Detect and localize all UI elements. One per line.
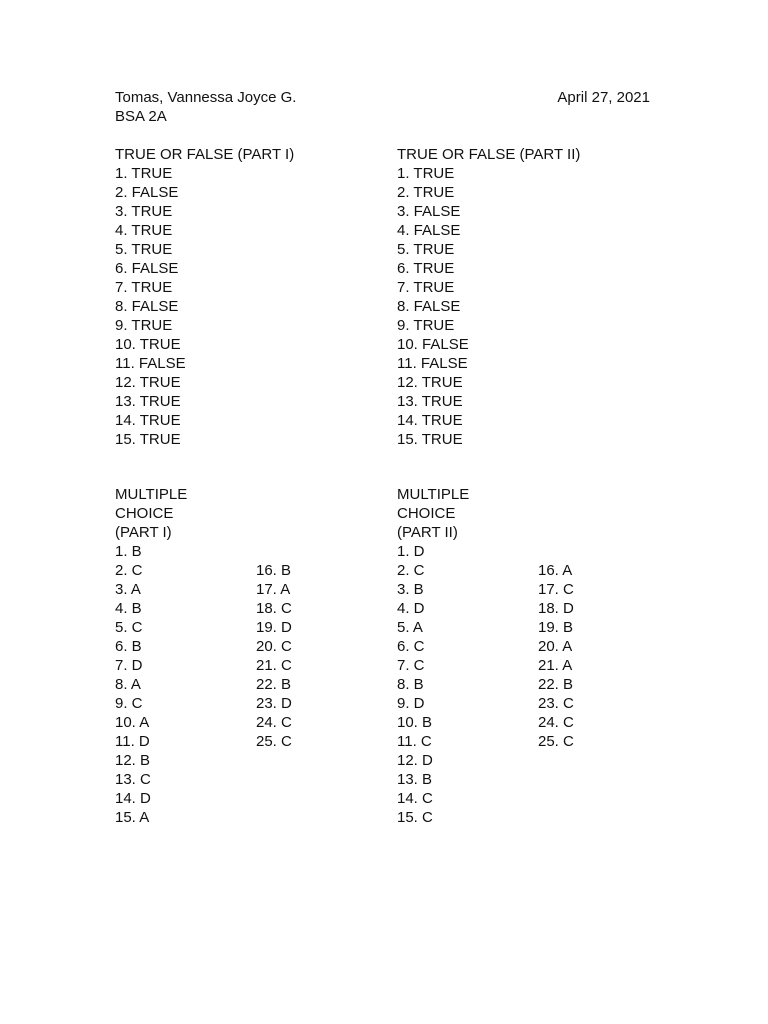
answer-item: 13. TRUE bbox=[115, 393, 181, 410]
student-name: Tomas, Vannessa Joyce G. bbox=[115, 89, 297, 106]
answer-item: 4. B bbox=[115, 600, 142, 617]
answer-item: 25. C bbox=[538, 733, 574, 750]
answer-item: 4. FALSE bbox=[397, 222, 461, 239]
multiple-choice-part1-column1 bbox=[115, 542, 151, 827]
section-title-line: CHOICE bbox=[397, 505, 456, 522]
answer-item: 22. B bbox=[256, 676, 292, 693]
answer-item: 12. TRUE bbox=[397, 374, 463, 391]
answer-item: 15. A bbox=[115, 809, 150, 826]
answer-item: 8. B bbox=[397, 676, 424, 693]
answer-item: 8. A bbox=[115, 676, 141, 693]
answer-item: 7. C bbox=[397, 657, 425, 674]
answer-item: 1. D bbox=[397, 543, 425, 560]
answer-item: 14. C bbox=[397, 790, 433, 807]
answer-item: 19. D bbox=[256, 619, 292, 636]
answer-item: 9. D bbox=[397, 695, 425, 712]
section-title-line: MULTIPLE bbox=[397, 486, 470, 503]
section-title-line: (PART I) bbox=[115, 524, 172, 541]
answer-item: 21. A bbox=[538, 657, 573, 674]
true-false-part1 bbox=[115, 145, 294, 449]
section-title-line: CHOICE bbox=[115, 505, 174, 522]
section-title-line: (PART II) bbox=[397, 524, 458, 541]
answer-item: 7. TRUE bbox=[397, 279, 455, 296]
answer-item: 18. D bbox=[538, 600, 574, 617]
answer-item: 24. C bbox=[538, 714, 574, 731]
answer-item: 3. FALSE bbox=[397, 203, 461, 220]
answer-item: 11. D bbox=[115, 733, 150, 750]
answer-item: 18. C bbox=[256, 600, 292, 617]
answer-item: 20. A bbox=[538, 638, 573, 655]
answer-item: 2. TRUE bbox=[397, 184, 455, 201]
multiple-choice-part2-column1 bbox=[397, 542, 433, 827]
answer-item: 10. TRUE bbox=[115, 336, 181, 353]
answer-item: 6. C bbox=[397, 638, 425, 655]
answer-item: 6. FALSE bbox=[115, 260, 179, 277]
answer-item: 21. C bbox=[256, 657, 292, 674]
answer-item: 17. C bbox=[538, 581, 574, 598]
multiple-choice-part1-title bbox=[115, 485, 187, 542]
answer-item: 2. C bbox=[115, 562, 143, 579]
answer-item: 6. B bbox=[115, 638, 142, 655]
true-false-part2 bbox=[397, 145, 580, 449]
class-section: BSA 2A bbox=[115, 108, 167, 125]
answer-item: 9. C bbox=[115, 695, 143, 712]
answer-item: 15. TRUE bbox=[115, 431, 181, 448]
answer-item: 11. C bbox=[397, 733, 432, 750]
answer-item: 9. TRUE bbox=[397, 317, 455, 334]
answer-item: 2. C bbox=[397, 562, 425, 579]
multiple-choice-part2-title bbox=[397, 485, 469, 542]
answer-item: 15. C bbox=[397, 809, 433, 826]
answer-item: 15. TRUE bbox=[397, 431, 463, 448]
answer-item: 11. FALSE bbox=[115, 355, 186, 372]
answer-item: 11. FALSE bbox=[397, 355, 468, 372]
answer-item: 5. C bbox=[115, 619, 143, 636]
answer-item: 3. A bbox=[115, 581, 141, 598]
answer-item: 14. TRUE bbox=[115, 412, 181, 429]
answer-item: 9. TRUE bbox=[115, 317, 173, 334]
section-title: TRUE OR FALSE (PART II) bbox=[397, 146, 581, 163]
answer-item: 5. TRUE bbox=[115, 241, 173, 258]
answer-item: 25. C bbox=[256, 733, 292, 750]
answer-item: 4. TRUE bbox=[115, 222, 173, 239]
answer-item: 22. B bbox=[538, 676, 574, 693]
answer-item: 14. TRUE bbox=[397, 412, 463, 429]
answer-item: 16. B bbox=[256, 562, 292, 579]
answer-item: 6. TRUE bbox=[397, 260, 455, 277]
answer-item: 10. FALSE bbox=[397, 336, 469, 353]
answer-item: 1. TRUE bbox=[115, 165, 173, 182]
answer-item: 5. TRUE bbox=[397, 241, 455, 258]
answer-item: 23. D bbox=[256, 695, 292, 712]
answer-item: 7. TRUE bbox=[115, 279, 173, 296]
answer-item: 1. B bbox=[115, 543, 142, 560]
section-title: TRUE OR FALSE (PART I) bbox=[115, 146, 295, 163]
answer-item: 12. B bbox=[115, 752, 151, 769]
answer-item: 16. A bbox=[538, 562, 573, 579]
answer-item: 13. B bbox=[397, 771, 433, 788]
answer-item: 13. C bbox=[115, 771, 151, 788]
answer-item: 8. FALSE bbox=[397, 298, 461, 315]
multiple-choice-part2-column2 bbox=[538, 561, 574, 751]
answer-item: 23. C bbox=[538, 695, 574, 712]
answer-item: 3. B bbox=[397, 581, 424, 598]
answer-item: 4. D bbox=[397, 600, 425, 617]
answer-item: 2. FALSE bbox=[115, 184, 179, 201]
answer-item: 1. TRUE bbox=[397, 165, 455, 182]
answer-item: 12. TRUE bbox=[115, 374, 181, 391]
answer-item: 7. D bbox=[115, 657, 143, 674]
answer-item: 17. A bbox=[256, 581, 291, 598]
answer-item: 10. A bbox=[115, 714, 150, 731]
answer-item: 5. A bbox=[397, 619, 423, 636]
multiple-choice-part1-column2 bbox=[256, 561, 292, 751]
section-title-line: MULTIPLE bbox=[115, 486, 188, 503]
answer-item: 14. D bbox=[115, 790, 151, 807]
answer-item: 13. TRUE bbox=[397, 393, 463, 410]
answer-item: 10. B bbox=[397, 714, 433, 731]
submission-date: April 27, 2021 bbox=[557, 89, 650, 106]
answer-item: 3. TRUE bbox=[115, 203, 173, 220]
answer-item: 12. D bbox=[397, 752, 433, 769]
answer-item: 20. C bbox=[256, 638, 292, 655]
answer-item: 24. C bbox=[256, 714, 292, 731]
answer-item: 8. FALSE bbox=[115, 298, 179, 315]
answer-item: 19. B bbox=[538, 619, 574, 636]
